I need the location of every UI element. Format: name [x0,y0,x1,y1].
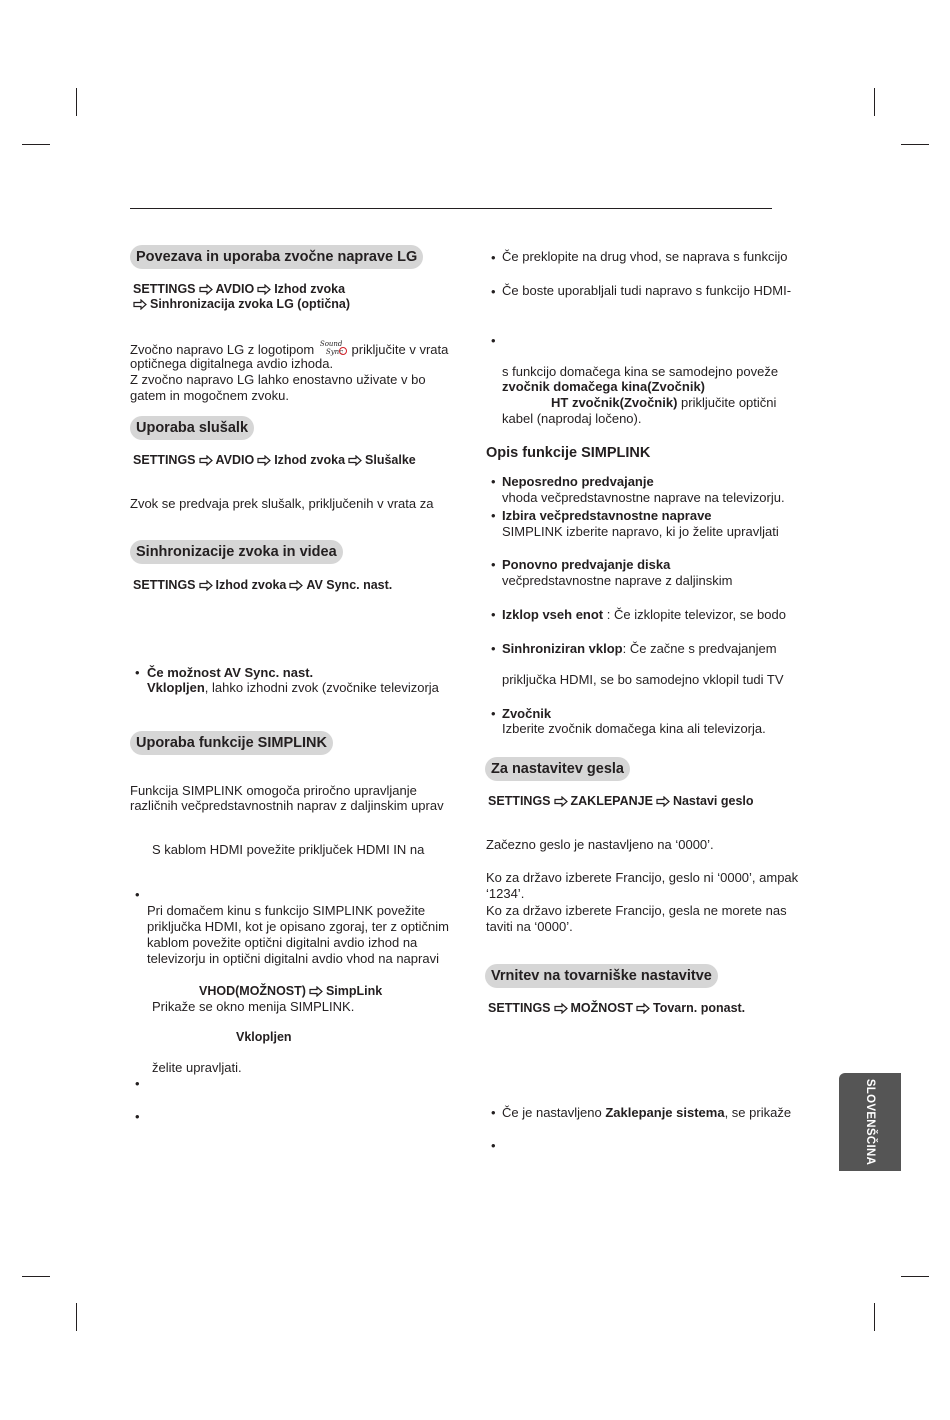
section-heading-simplink: Uporaba funkcije SIMPLINK [130,731,333,755]
crop-mark [22,144,50,145]
arrow-right-icon [554,796,568,807]
bullet: • [491,508,496,523]
bullet: • [491,474,496,489]
arrow-right-icon [309,986,323,997]
menu-path: SETTINGS AVDIO Izhod zvoka Slušalke [133,453,416,467]
paragraph: kablom povežite optični digitalni avdio izhod na [147,935,418,950]
bullet: • [491,607,496,622]
feature-desc: Izberite zvočnik domačega kina ali televizorja. [502,721,766,736]
step-text: želite upravljati. [152,1060,242,1075]
bullet-text: Vklopljen, lahko izhodni zvok (zvočnike televizorja [147,680,439,695]
section-heading-lg-sound: Povezava in uporaba zvočne naprave LG [130,245,423,269]
paragraph: Funkcija SIMPLINK omogoča priročno upravljanje [130,783,417,798]
paragraph: različnih večpredstavnostnih naprav z daljinskim uprav [130,798,444,813]
arrow-right-icon [289,580,303,591]
path-item: Izhod zvoka [274,282,346,296]
language-tab-label: SLOVENŠČINA [864,1078,876,1166]
menu-path: SETTINGS MOŽNOST Tovarn. ponast. [488,1001,746,1015]
menu-path: SETTINGS Izhod zvoka AV Sync. nast. [133,578,393,592]
feature-desc: priključka HDMI, se bo samodejno vklopil tudi TV [502,672,784,687]
crop-mark [22,1276,50,1277]
subsection-title: Opis funkcije SIMPLINK [486,445,651,461]
arrow-right-icon [636,1003,650,1014]
feature-name: Zvočnik [502,706,552,721]
feature-desc: Sinhroniziran vklop: Če začne s predvajanjem [502,641,777,656]
paragraph: taviti na ‘0000’. [486,919,573,934]
crop-mark [76,1303,77,1331]
arrow-right-icon [133,299,147,310]
feature-desc: Izklop vseh enot : Če izklopite televizor, se bodo [502,607,786,622]
feature-desc: večpredstavnostne naprave z daljinskim [502,573,733,588]
step-text: Prikaže se okno menija SIMPLINK. [152,999,355,1014]
bullet: • [135,1109,140,1124]
paragraph: Ko za državo izberete Francijo, geslo ni ‘0000’, ampak [486,870,799,885]
path-item: Sinhronizacija zvoka LG (optična) [150,297,351,311]
arrow-right-icon [257,284,271,295]
menu-path [133,297,350,312]
paragraph: gatem in mogočnem zvoku. [130,388,289,403]
feature-name: Izbira večpredstavnostne naprave [502,508,712,523]
arrow-right-icon [257,455,271,466]
header-rule [130,208,772,209]
paragraph: zvočnik domačega kina(Zvočnik) [502,379,706,394]
bullet: • [135,1076,140,1091]
paragraph: optičnega digitalnega avdio izhoda. [130,356,334,371]
arrow-right-icon [199,455,213,466]
arrow-right-icon [199,284,213,295]
feature-desc: SIMPLINK izberite napravo, ki jo želite upravljati [502,524,779,539]
paragraph: Ko za državo izberete Francijo, gesla ne morete nas [486,903,787,918]
bullet: • [491,333,496,348]
paragraph: Pri domačem kinu s funkcijo SIMPLINK povežite [147,903,426,918]
section-heading-av-sync: Sinhronizacije zvoka in videa [130,540,343,564]
feature-desc: vhoda večpredstavnostne naprave na televizorju. [502,490,785,505]
path-item: SETTINGS [133,282,196,296]
crop-mark [901,144,929,145]
menu-path: VHOD(MOŽNOST) SimpLink [199,984,383,998]
bullet: • [491,250,496,265]
paragraph: televizorju in optični digitalni avdio vhod na napravi [147,951,439,966]
section-heading-headphones: Uporaba slušalk [130,416,254,440]
arrow-right-icon [656,796,670,807]
crop-mark [901,1276,929,1277]
language-tab [839,1073,901,1171]
section-heading-password: Za nastavitev gesla [485,757,630,781]
bullet: • [491,557,496,572]
paragraph: ‘1234’. [486,886,525,901]
bullet: • [491,1105,496,1120]
menu-path: SETTINGS ZAKLEPANJE Nastavi geslo [488,794,754,808]
menu-path [133,282,345,297]
bullet-text: Če boste uporabljali tudi napravo s funkcijo HDMI- [502,283,792,298]
bullet-text: Če preklopite na drug vhod, se naprava s funkcijo [502,249,788,264]
paragraph: s funkcijo domačega kina se samodejno poveže [502,364,779,379]
section-heading-factory-reset: Vrnitev na tovarniške nastavitve [485,964,718,988]
bullet-text: Če je nastavljeno Zaklepanje sistema, se prikaže [502,1105,792,1120]
crop-mark [76,88,77,116]
feature-name: Neposredno predvajanje [502,474,654,489]
arrow-right-icon [554,1003,568,1014]
bullet: • [491,284,496,299]
arrow-right-icon [199,580,213,591]
bullet-text: Če možnost AV Sync. nast. [147,665,314,680]
paragraph: HT zvočnik(Zvočnik) priključite optični [551,395,777,410]
bullet: • [135,665,140,680]
paragraph: Zvočno napravo LG z logotipom Sound Sync priključite v vrata [130,340,449,357]
paragraph: Zvok se predvaja prek slušalk, priključenih v vrata za [130,496,434,511]
crop-mark [874,88,875,116]
paragraph: priključka HDMI, kot je opisano zgoraj, ter z optičnim [147,919,450,934]
feature-name: Ponovno predvajanje diska [502,557,671,572]
paragraph: Z zvočno napravo LG lahko enostavno uživate v bo [130,372,426,387]
arrow-right-icon [348,455,362,466]
path-item: AVDIO [215,282,255,296]
crop-mark [874,1303,875,1331]
bullet: • [491,641,496,656]
bullet: • [491,706,496,721]
bullet: • [491,1138,496,1153]
bullet: • [135,887,140,902]
step-text: S kablom HDMI povežite priključek HDMI IN na [152,842,425,857]
paragraph: Začezno geslo je nastavljeno na ‘0000’. [486,837,714,852]
sound-sync-logo: Sound Sync [320,340,346,358]
step-text: Vklopljen [236,1030,292,1044]
paragraph: kabel (naprodaj ločeno). [502,411,642,426]
